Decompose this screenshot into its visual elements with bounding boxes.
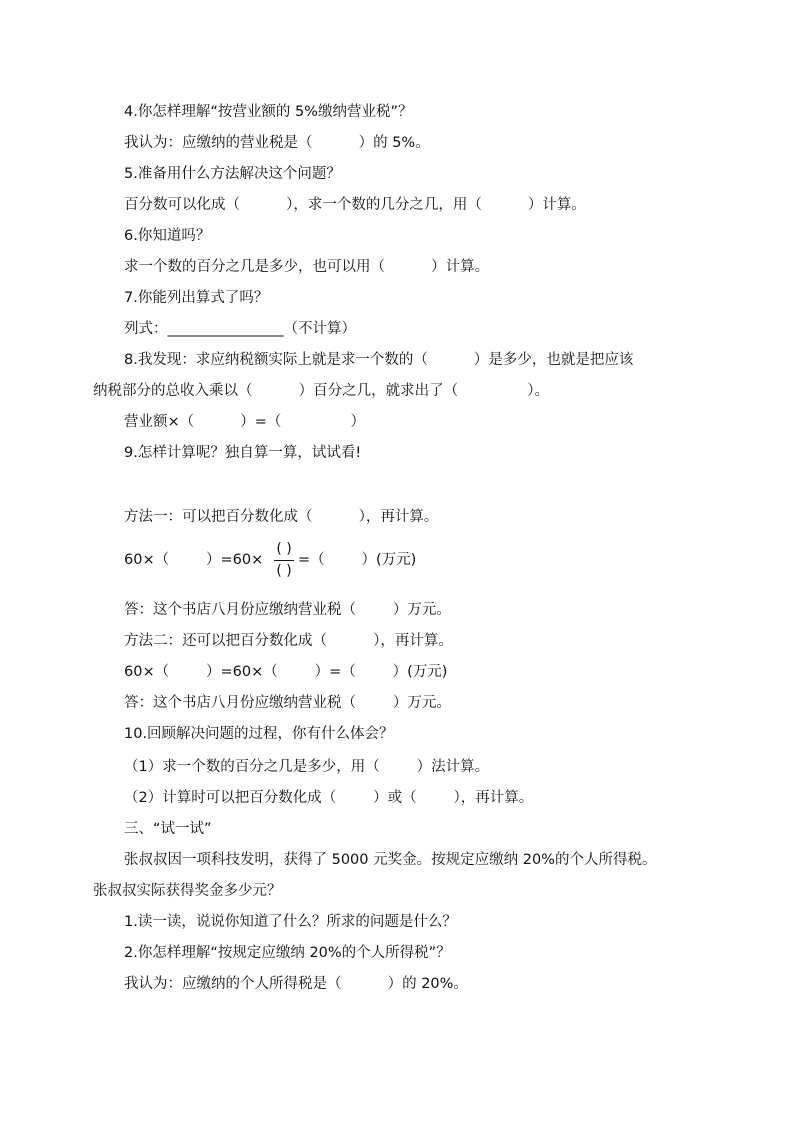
q9-calc2: 60×（ ）=60×（ ）=（ ）(万元): [124, 664, 448, 680]
q6-answer: 求一个数的百分之几是多少，也可以用（ ）计算。: [124, 259, 490, 275]
q8-line1: 8.我发现：求应纳税额实际上就是求一个数的（ ）是多少，也就是把应该: [124, 352, 634, 368]
q7-answer: 列式：________________（不计算）: [124, 321, 356, 337]
fraction-bar: [274, 560, 294, 561]
q8-line2: 纳税部分的总收入乘以（ ）百分之几，就求出了（ ）。: [93, 383, 549, 399]
fraction-numerator: ( ): [276, 541, 292, 557]
fraction: [273, 538, 295, 584]
q9-answer2: 答：这个书店八月份应缴纳营业税（ ）万元。: [124, 695, 451, 711]
section3-title: 三、“试一试”: [124, 821, 212, 837]
q8-formula: 营业额×（ ）=（ ）: [124, 414, 366, 430]
q10-question: 10.回顾解决问题的过程，你有什么体会？: [124, 726, 394, 742]
q6-question: 6.你知道吗？: [124, 228, 211, 244]
q9-method1: 方法一：可以把百分数化成（ ），再计算。: [124, 509, 439, 525]
q9-answer1: 答：这个书店八月份应缴纳营业税（ ）万元。: [124, 602, 451, 618]
q10-item1: （1）求一个数的百分之几是多少，用（ ）法计算。: [124, 759, 490, 775]
q9-question: 9.怎样计算呢？独自算一算，试试看!: [124, 445, 362, 461]
section3-problem-line1: 张叔叔因一项科技发明，获得了 5000 元奖金。按规定应缴纳 20%的个人所得税。: [124, 852, 657, 868]
q9-method2: 方法二：还可以把百分数化成（ ），再计算。: [124, 633, 453, 649]
q10-item2: （2）计算时可以把百分数化成（ ）或（ ），再计算。: [124, 790, 534, 806]
q9-calc1-left: 60×（ ）=60×: [124, 552, 264, 568]
q5-answer: 百分数可以化成（ ），求一个数的几分之几，用（ ）计算。: [124, 197, 586, 213]
q4-answer: 我认为：应缴纳的营业税是（ ）的 5%。: [124, 135, 430, 151]
section3-q1: 1.读一读，说说你知道了什么？所求的问题是什么？: [124, 914, 457, 930]
q4-question: 4.你怎样理解“按营业额的 5%缴纳营业税”？: [124, 104, 413, 120]
q7-question: 7.你能列出算式了吗？: [124, 290, 269, 306]
q5-question: 5.准备用什么方法解决这个问题？: [124, 166, 341, 182]
fraction-denominator: ( ): [276, 563, 292, 579]
q9-calc1-right: =（ ）(万元): [298, 552, 417, 568]
section3-q2-answer: 我认为：应缴纳的个人所得税是（ ）的 20%。: [124, 976, 468, 992]
section3-problem-line2: 张叔叔实际获得奖金多少元？: [93, 883, 282, 899]
section3-q2: 2.你怎样理解“按规定应缴纳 20%的个人所得税”？: [124, 945, 451, 961]
